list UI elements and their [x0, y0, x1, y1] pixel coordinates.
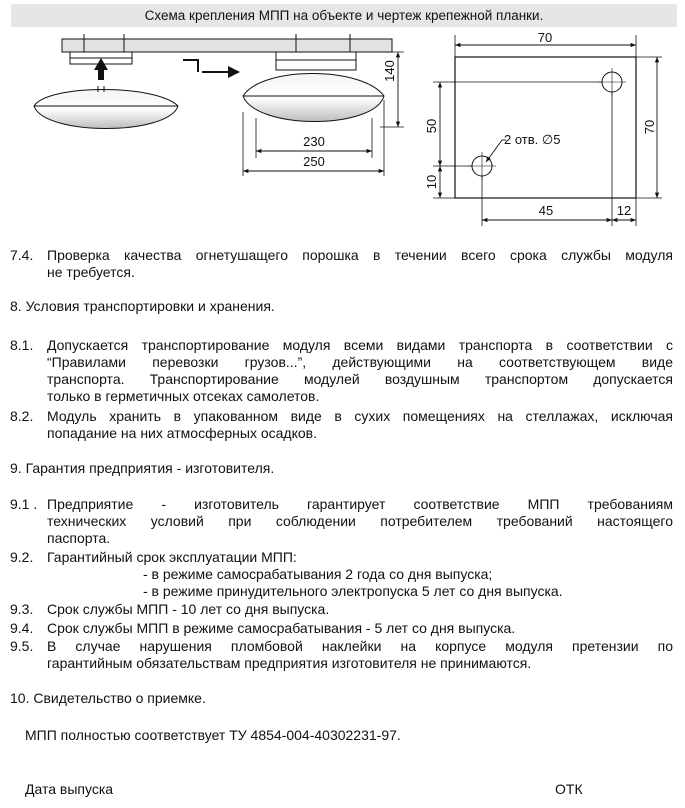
item-7-4-text: Проверка качества огнетушащего порошка в течении всего срока службы модуля не требуется.: [47, 247, 673, 280]
figure-caption-bar: Схема крепления МПП на объекте и чертеж крепежной планки.: [11, 4, 677, 27]
item-9-2-text: Гарантийный срок эксплуатации МПП:: [47, 549, 297, 565]
section-8-title: 8. Условия транспортировки и хранения.: [10, 298, 275, 314]
item-8-2-text: Модуль хранить в упакованном виде в сухих помещениях на стеллажах, исключая попадание на них атмосферных осадков.: [47, 408, 673, 441]
item-9-5-number: 9.5.: [10, 638, 34, 654]
item-9-4-text: Срок службы МПП в режиме самосрабатывания - 5 лет со дня выпуска.: [47, 620, 516, 636]
otk-label: ОТК: [555, 781, 583, 797]
section-9-title: 9. Гарантия предприятия - изготовителя.: [10, 460, 275, 476]
dim-12: 12: [616, 203, 632, 218]
release-date-label: Дата выпуска: [25, 781, 114, 797]
item-8-2-number: 8.2.: [10, 408, 34, 424]
section-10-title: 10. Свидетельство о приемке.: [10, 690, 206, 706]
item-8-1-number: 8.1.: [10, 337, 34, 353]
warranty-bullet-electric: - в режиме принудительного электропуска 5 лет со дня выпуска.: [143, 583, 563, 599]
mounting-drawing: [0, 28, 685, 228]
holes-label: 2 отв. ∅5: [504, 132, 561, 147]
dim-45: 45: [538, 203, 554, 218]
conformity-statement: МПП полностью соответствует ТУ 4854-004-40302231-97.: [25, 727, 401, 743]
dim-230: 230: [303, 134, 325, 149]
item-8-1-text: Допускается транспортирование модуля всеми видами транспорта в соответствии с “Правилами перевозки грузов...”, действующими на соответствующем виде транспорта. Транспортирование модулей воздушным транспортом допускается только в герметичных отсеках самолетов.: [47, 337, 673, 404]
dim-70-right: 70: [642, 119, 657, 135]
key-icon: [183, 60, 198, 72]
item-9-1-text: Предприятие - изготовитель гарантирует соответствие МПП требованиям технических условий при соблюдении потребителем требований настоящего паспорта.: [47, 496, 673, 546]
item-7-4-number: 7.4.: [10, 247, 34, 263]
middle-installation-view: [243, 34, 404, 176]
item-9-3-text: Срок службы МПП - 10 лет со дня выпуска.: [47, 601, 330, 617]
dim-50: 50: [424, 118, 439, 134]
item-9-2-number: 9.2.: [10, 549, 34, 565]
item-9-4-number: 9.4.: [10, 620, 34, 636]
dim-10: 10: [424, 174, 439, 190]
mounting-plate-drawing: [424, 30, 662, 226]
warranty-bullet-auto: - в режиме самосрабатывания 2 года со дня выпуска;: [143, 566, 493, 582]
dim-140: 140: [382, 60, 397, 82]
item-9-1-number: 9.1 .: [10, 496, 38, 512]
dim-70-top: 70: [537, 30, 553, 45]
item-9-5-text: В случае нарушения пломбовой наклейки на корпусе модуля претензии по гарантийным обязательствам предприятия изготовителя не принимаются.: [47, 638, 673, 671]
dim-250: 250: [303, 154, 325, 169]
arrow-right-icon: [202, 66, 240, 78]
item-9-3-number: 9.3.: [10, 601, 34, 617]
